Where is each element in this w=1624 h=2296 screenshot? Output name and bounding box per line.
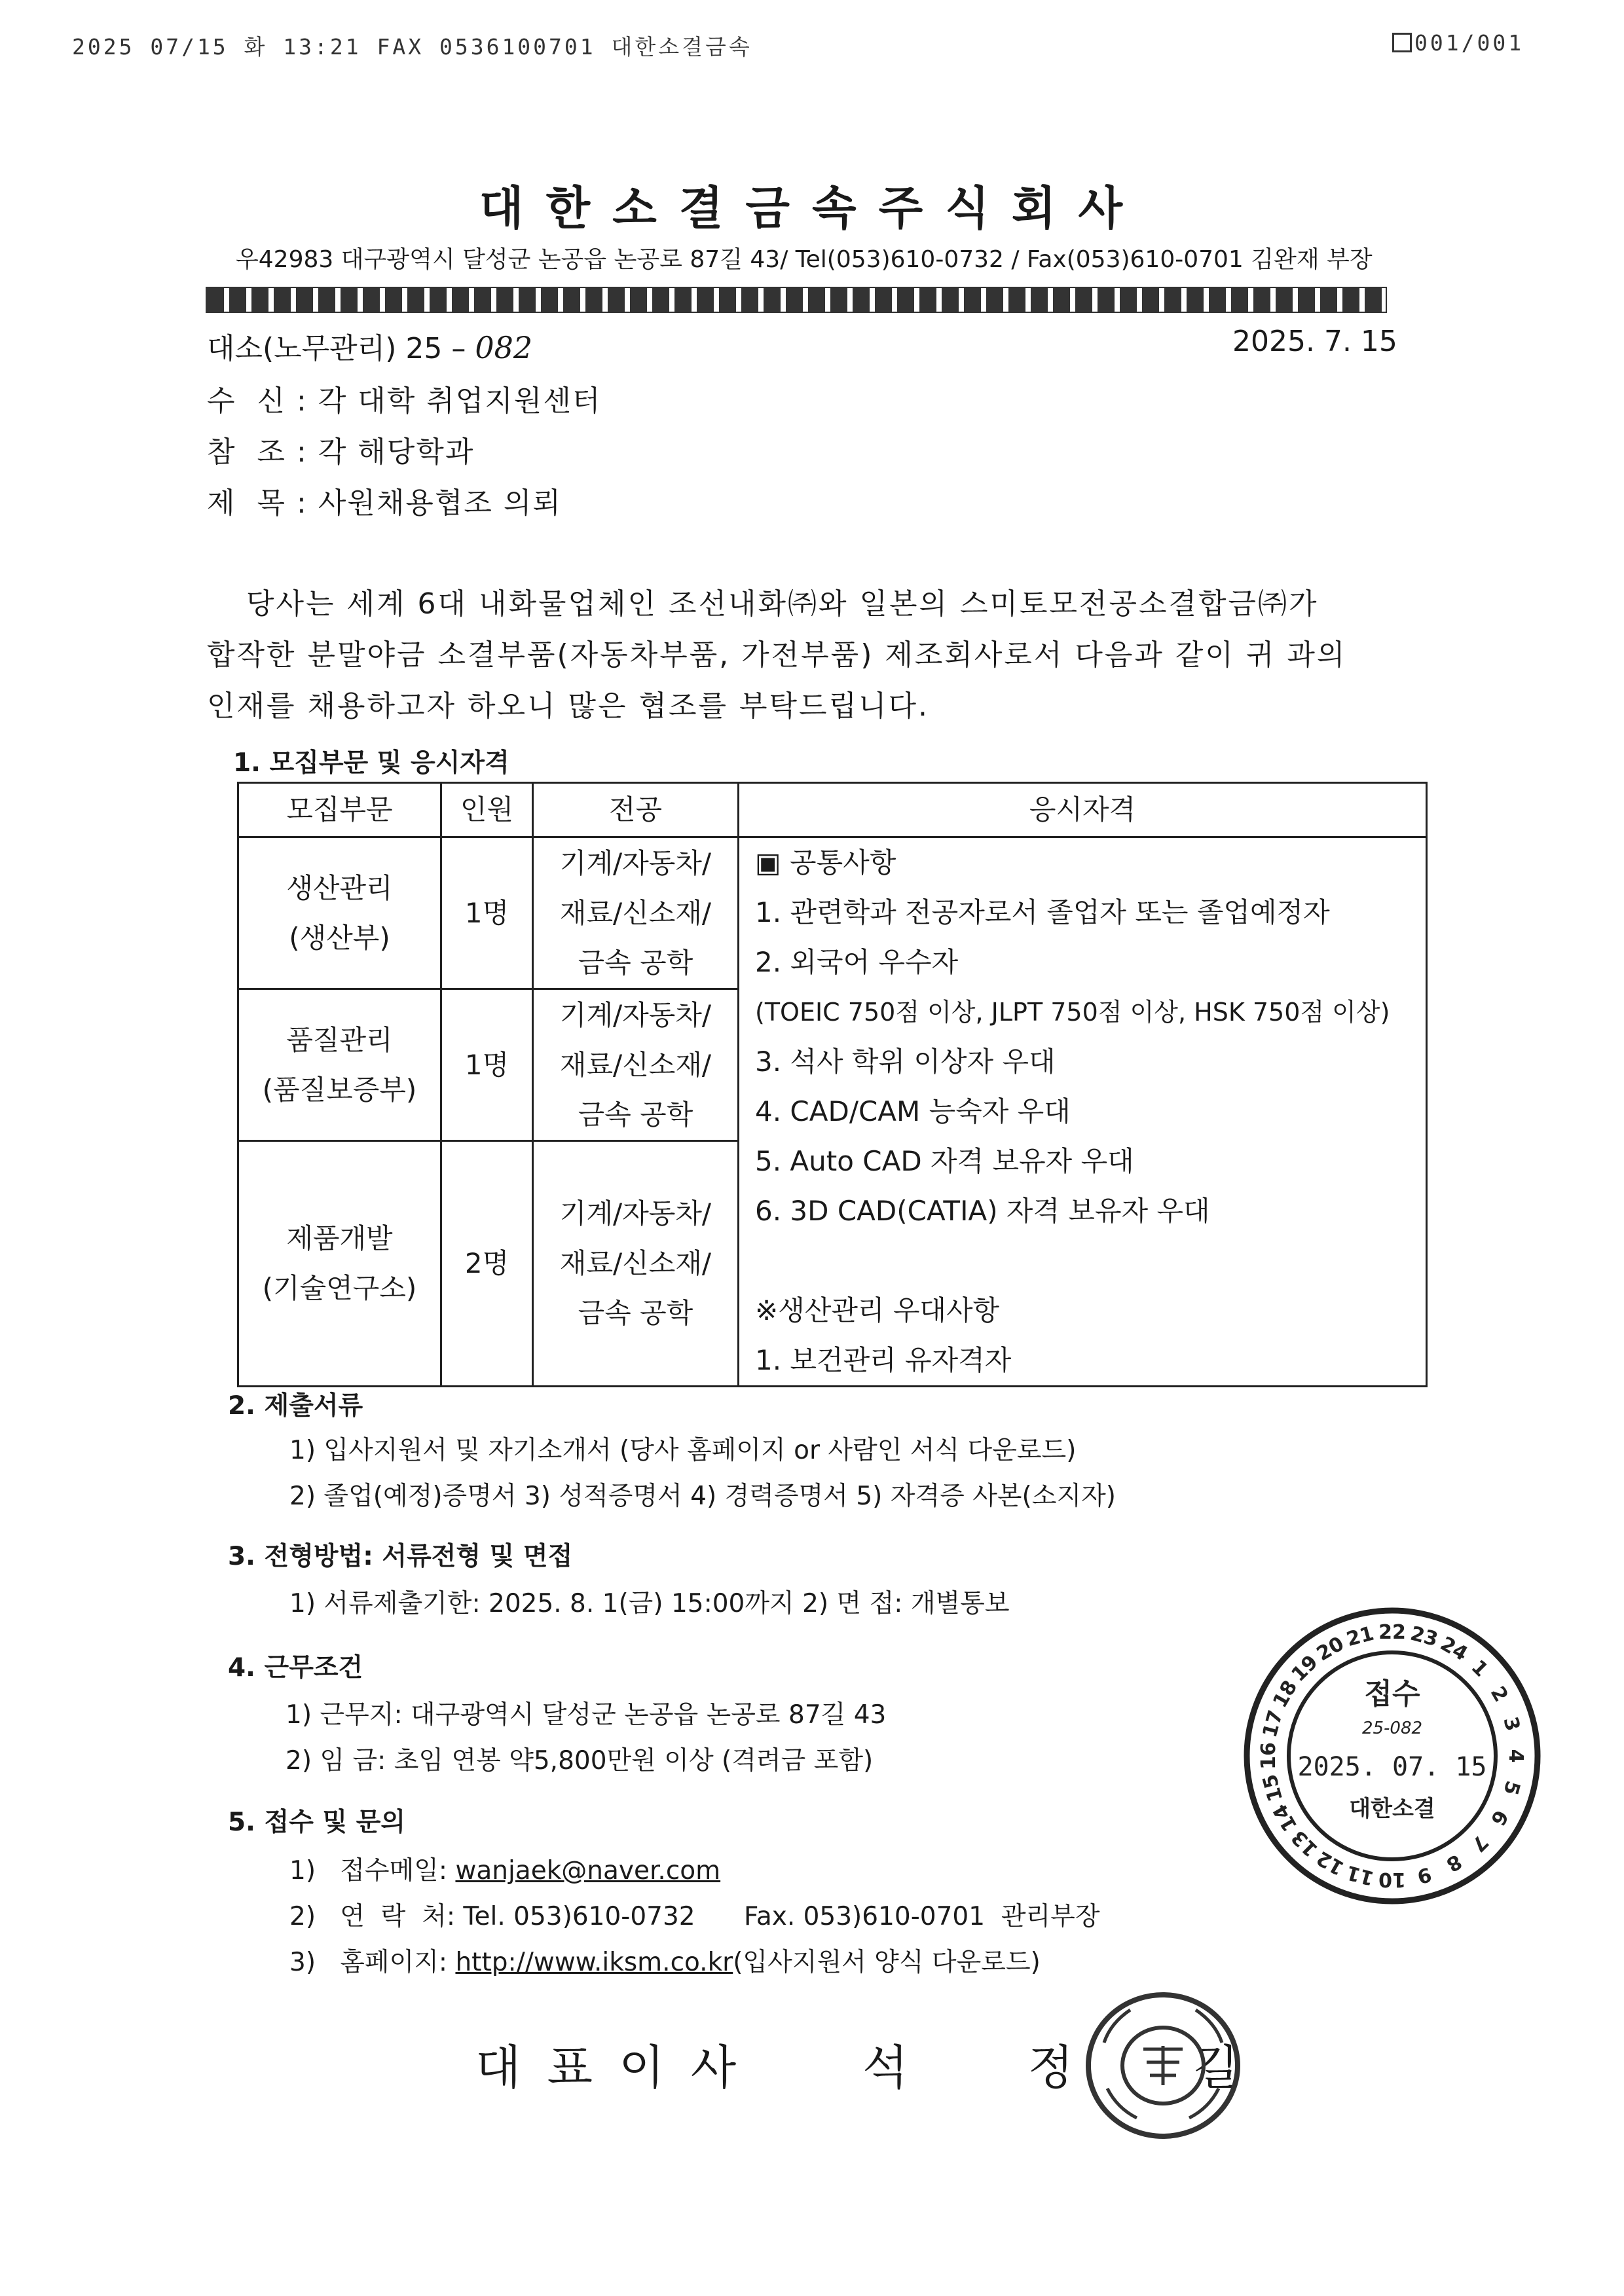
qualification-line: 3. 석사 학위 이상자 우대 bbox=[755, 1046, 1056, 1078]
section-2-item: 2) 졸업(예정)증명서 3) 성적증명서 4) 경력증명서 5) 자격증 사본(소지자) bbox=[289, 1482, 1116, 1511]
fax-page-box-icon bbox=[1392, 33, 1412, 52]
dept-cell bbox=[238, 837, 441, 989]
recipient-value: 각 대학 취업지원센터 bbox=[318, 384, 602, 418]
qualification-line: 6. 3D CAD(CATIA) 자격 보유자 우대 bbox=[755, 1195, 1210, 1227]
count-cell: 1명 bbox=[441, 989, 533, 1141]
section-4-title: 4. 근무조건 bbox=[228, 1653, 363, 1683]
stamp-day-23: 23 bbox=[1408, 1622, 1441, 1652]
qualification-line: 1. 관련학과 전공자로서 졸업자 또는 졸업예정자 bbox=[755, 896, 1330, 928]
seal-text: 대한소결금속주식회사 대표이사 bbox=[1084, 1990, 1094, 1991]
major-line: 재료/신소재/ bbox=[559, 896, 712, 929]
qualification-cell bbox=[739, 837, 1427, 1387]
major-line: 기계/자동차/ bbox=[559, 1197, 712, 1230]
stamp-number: 25-082 bbox=[1361, 1719, 1423, 1738]
email-row bbox=[289, 1850, 720, 1887]
fax-page-count: 001/001 bbox=[1414, 30, 1524, 56]
section-5-title: 5. 접수 및 문의 bbox=[228, 1808, 406, 1837]
section-4-item: 1) 근무지: 대구광역시 달성군 논공읍 논공로 87길 43 bbox=[286, 1700, 887, 1730]
qualification-line: 4. CAD/CAM 능숙자 우대 bbox=[755, 1095, 1071, 1127]
table-header-row bbox=[238, 783, 1427, 837]
stamp-day-6: 6 bbox=[1485, 1806, 1513, 1830]
major-cell bbox=[533, 837, 739, 989]
subject-row bbox=[207, 479, 562, 521]
section-3-item: 1) 서류제출기한: 2025. 8. 1(금) 15:00까지 2) 면 접: 개별통보 bbox=[289, 1589, 1010, 1618]
header-qualification: 응시자격 bbox=[739, 783, 1427, 837]
stamp-top-text: 접수 bbox=[1364, 1677, 1420, 1711]
ceo-name-char: 정 bbox=[1027, 2040, 1074, 2095]
document-number bbox=[207, 325, 532, 367]
qualification-line: ※생산관리 우대사항 bbox=[755, 1294, 1000, 1326]
homepage-link[interactable]: http://www.iksm.co.kr bbox=[455, 1948, 733, 1977]
stamp-day-8: 8 bbox=[1442, 1849, 1466, 1876]
major-line: 재료/신소재/ bbox=[559, 1048, 712, 1081]
document-number-prefix: 대소(노무관리) 25 – bbox=[207, 332, 466, 365]
count-cell: 2명 bbox=[441, 1141, 533, 1387]
dept-sub: (품질보증부) bbox=[262, 1073, 417, 1106]
stamp-day-9: 9 bbox=[1414, 1862, 1434, 1888]
major-line: 금속 공학 bbox=[578, 946, 693, 979]
section-4-item: 2) 임 금: 초임 연봉 약5,800만원 이상 (격려금 포함) bbox=[286, 1746, 874, 1776]
section-1-title: 1. 모집부문 및 응시자격 bbox=[233, 748, 509, 778]
stamp-day-20: 20 bbox=[1312, 1632, 1348, 1666]
ceo-name-char: 석 bbox=[862, 2040, 908, 2095]
stamp-day-4: 4 bbox=[1504, 1749, 1527, 1763]
table-row bbox=[238, 837, 1427, 989]
dept-name: 품질관리 bbox=[286, 1023, 393, 1056]
email-link[interactable]: wanjaek@naver.com bbox=[455, 1856, 721, 1886]
header-count: 인원 bbox=[441, 783, 533, 837]
major-line: 기계/자동차/ bbox=[559, 847, 712, 879]
section-2-title: 2. 제출서류 bbox=[228, 1391, 363, 1421]
ceo-title: 대표이사 bbox=[475, 2040, 763, 2095]
homepage-note: (입사지원서 양식 다운로드) bbox=[733, 1948, 1041, 1977]
document-number-handwritten: 082 bbox=[475, 330, 533, 365]
subject-sep: : bbox=[296, 486, 308, 520]
header-major: 전공 bbox=[533, 783, 739, 837]
dept-sub: (생산부) bbox=[289, 921, 390, 954]
header-dept: 모집부문 bbox=[238, 783, 441, 837]
homepage-row bbox=[289, 1942, 1041, 1978]
document-date: 2025. 7. 15 bbox=[1232, 325, 1397, 358]
homepage-label: 3) 홈페이지: bbox=[289, 1948, 456, 1977]
stamp-day-12: 12 bbox=[1312, 1846, 1348, 1880]
subject-value: 사원채용협조 의뢰 bbox=[318, 486, 562, 520]
major-line: 기계/자동차/ bbox=[559, 998, 712, 1031]
major-line: 금속 공학 bbox=[578, 1098, 693, 1131]
fax-header-page bbox=[1392, 30, 1524, 56]
dept-name: 제품개발 bbox=[286, 1222, 393, 1254]
count-cell: 1명 bbox=[441, 837, 533, 989]
stamp-day-19: 19 bbox=[1287, 1650, 1323, 1686]
stamp-day-13: 13 bbox=[1287, 1825, 1323, 1861]
qualification-line: 2. 외국어 우수자 bbox=[755, 946, 959, 978]
intro-line-1: 당사는 세계 6대 내화물업체인 조선내화㈜와 일본의 스미토모전공소결합금㈜가 bbox=[246, 587, 1319, 621]
major-line: 금속 공학 bbox=[578, 1297, 693, 1329]
reference-row bbox=[207, 428, 474, 470]
major-line: 재료/신소재/ bbox=[559, 1247, 712, 1279]
company-seal bbox=[1084, 1990, 1242, 2141]
qualification-line: ▣ 공통사항 bbox=[755, 847, 896, 879]
qualification-spacer bbox=[755, 1236, 1426, 1286]
recipient-sep: : bbox=[296, 384, 308, 418]
stamp-day-3: 3 bbox=[1498, 1714, 1524, 1734]
stamp-day-15: 15 bbox=[1258, 1772, 1288, 1804]
stamp-day-17: 17 bbox=[1258, 1707, 1288, 1740]
stamp-day-22: 22 bbox=[1378, 1621, 1406, 1644]
letterhead-divider bbox=[207, 288, 1386, 312]
stamp-day-7: 7 bbox=[1466, 1830, 1493, 1857]
received-date-stamp bbox=[1242, 1605, 1543, 1906]
recipient-row bbox=[207, 377, 601, 419]
section-2-item: 1) 입사지원서 및 자기소개서 (당사 홈페이지 or 사람인 서식 다운로드) bbox=[289, 1436, 1077, 1465]
stamp-date: 2025. 07. 15 bbox=[1297, 1752, 1487, 1782]
subject-label: 제 목 bbox=[207, 486, 286, 520]
stamp-day-11: 11 bbox=[1344, 1860, 1376, 1890]
dept-cell bbox=[238, 989, 441, 1141]
reference-value: 각 해당학과 bbox=[318, 435, 475, 469]
stamp-day-2: 2 bbox=[1485, 1682, 1513, 1706]
contact-row: 2) 연 락 처: Tel. 053)610-0732 Fax. 053)610-0701 관리부장 bbox=[289, 1902, 1100, 1931]
stamp-day-24: 24 bbox=[1436, 1632, 1472, 1666]
intro-line-3: 인재를 채용하고자 하오니 많은 협조를 부탁드립니다. bbox=[207, 689, 930, 723]
email-label: 1) 접수메일: bbox=[289, 1856, 456, 1886]
stamp-day-1: 1 bbox=[1466, 1655, 1493, 1682]
major-cell bbox=[533, 989, 739, 1141]
stamp-bottom-text: 대한소결 bbox=[1349, 1796, 1435, 1822]
recruitment-table bbox=[237, 782, 1428, 1387]
stamp-day-21: 21 bbox=[1344, 1622, 1376, 1652]
recipient-label: 수 신 bbox=[207, 384, 286, 418]
stamp-day-16: 16 bbox=[1257, 1742, 1280, 1770]
stamp-day-18: 18 bbox=[1268, 1676, 1302, 1712]
company-name: 대한소결금속주식회사 bbox=[479, 181, 1145, 235]
qualification-line: (TOEIC 750점 이상, JLPT 750점 이상, HSK 750점 이상) bbox=[755, 998, 1390, 1027]
qualification-line: 5. Auto CAD 자격 보유자 우대 bbox=[755, 1145, 1134, 1177]
intro-line-2: 합작한 분말야금 소결부품(자동차부품, 가전부품) 제조회사로서 다음과 같이 귀 과의 bbox=[207, 638, 1347, 672]
section-3-title: 3. 전형방법: 서류전형 및 면접 bbox=[228, 1542, 573, 1571]
reference-label: 참 조 bbox=[207, 435, 286, 469]
qualification-line: 1. 보건관리 유자격자 bbox=[755, 1344, 1012, 1376]
major-cell bbox=[533, 1141, 739, 1387]
stamp-day-14: 14 bbox=[1268, 1800, 1302, 1836]
stamp-day-5: 5 bbox=[1498, 1778, 1524, 1798]
dept-sub: (기술연구소) bbox=[262, 1272, 417, 1304]
dept-cell bbox=[238, 1141, 441, 1387]
ceo-name-char: 길 bbox=[1193, 2040, 1239, 2095]
dept-name: 생산관리 bbox=[286, 871, 393, 904]
stamp-day-10: 10 bbox=[1378, 1868, 1406, 1891]
company-address: 우42983 대구광역시 달성군 논공읍 논공로 87길 43/ Tel(053)610-0732 / Fax(053)610-0701 김완재 부장 bbox=[236, 246, 1373, 273]
reference-sep: : bbox=[296, 435, 308, 469]
fax-header-left: 2025 07/15 화 13:21 FAX 0536100701 대한소결금속 bbox=[72, 34, 752, 60]
